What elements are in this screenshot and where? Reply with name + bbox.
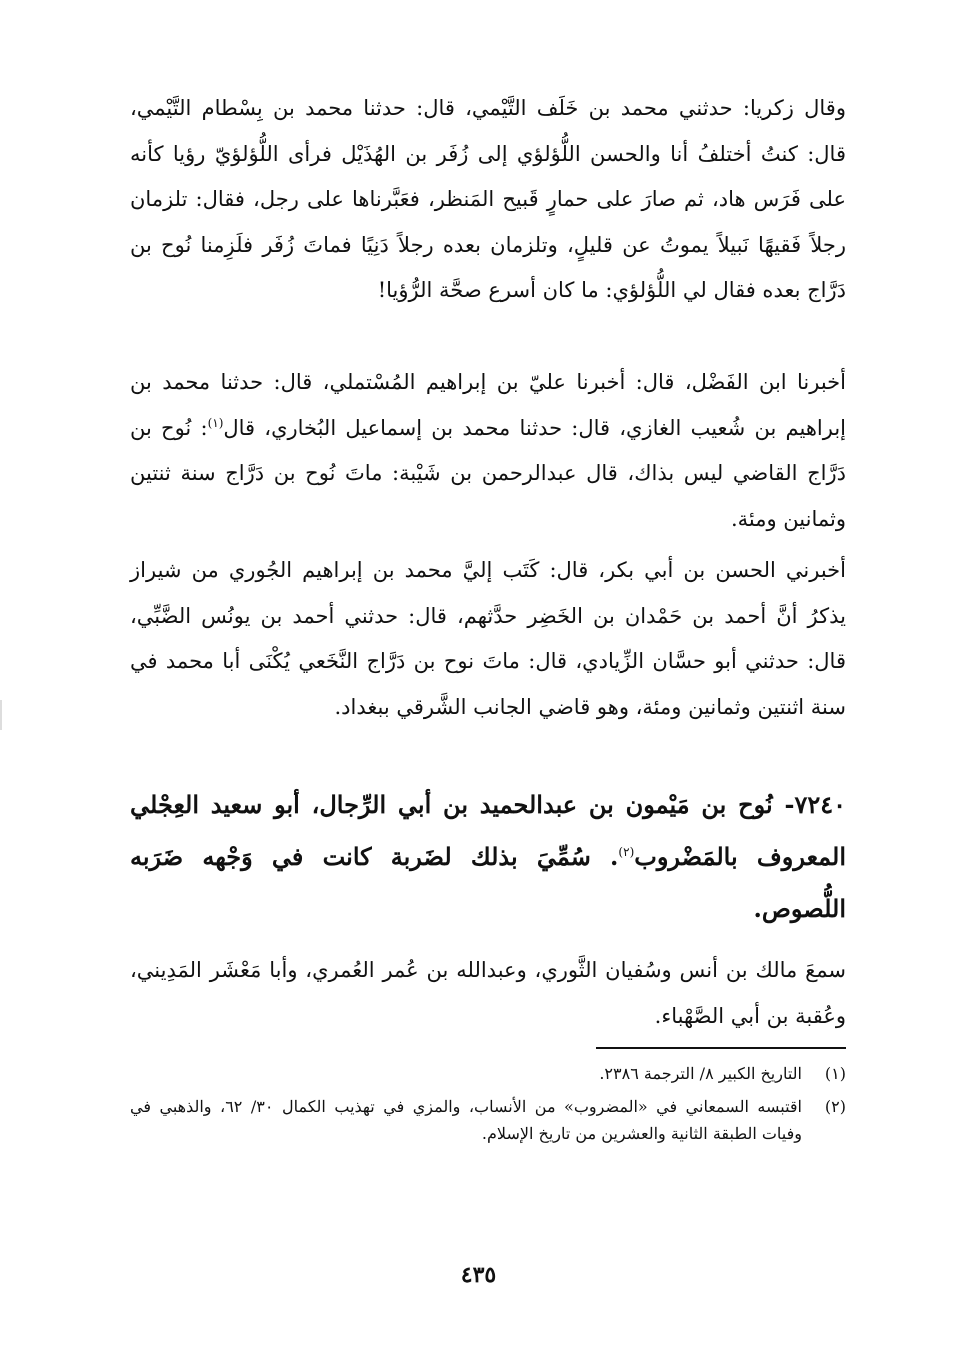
entry-title: ٧٢٤٠- نُوح بن مَيْمون بن عبدالحميد بن أبي الرِّجال، أبو سعيد العِجْلي المعروف بالمَضْروب — [130, 790, 847, 871]
paragraph-al-hasan: أخبرني الحسن بن أبي بكر، قال: كَتَب إليَّ محمد بن إبراهيم الجُوري من شيراز يذكرُ أنَّ أحمد بن حَمْدان بن الخَضِر حدَّثهم، قال: حدثني أحمد بن يونُس الضَّبِّي، قال: حدثني أبو حسَّان الزِّيادي، قال: ماتَ نوح بن دَرَّاج النَّخَعي يُكْنَى أبا محمد في سنة اثنتين وثمانين ومئة، وهو قاضي الجانب الشَّرقي ببغداد. — [130, 558, 846, 719]
footnote-2 — [130, 1093, 846, 1147]
page-number: ٤٣٥ — [460, 1262, 497, 1288]
paragraph-zakariya-dream: وقال زكريا: حدثني محمد بن خَلَف التَّيْمي، قال: حدثنا محمد بن بِسْطام التَّيْمي، قال: كنتُ أختلفُ أنا والحسن اللُّؤلؤي إلى زُفَر بن الهُذَيْل فرأى اللُّؤلؤيّ رؤيا كأنه على فَرَس هاد، ثم صارَ على حمارٍ قَبيح المَنظر، فعَبَّرناها على رجل، فقال: تلزمان رجلاً فَقيهًا نَبيلاً يموتُ عن قليلٍ، وتلزمان بعده رجلاً دَنِيًا فماتَ زُفَر فلَزِمنا نُوح بن دَرَّاج بعده فقال لي اللُّؤلؤي: ما كان أسرع صحَّة الرُّؤيا! — [130, 96, 846, 302]
biography-entry-heading — [130, 779, 846, 935]
footnote-number: (٢) — [824, 1097, 846, 1116]
paragraph-text: : نُوح بن دَرَّاج القاضي ليس بذاك، قال عبدالرحمن بن شَيْبة: ماتَ نُوح بن دَرَّاج سنة ثنتين وثمانين ومئة. — [130, 415, 847, 531]
paragraph-text: أخبرنا ابن الفَضْل، قال: أخبرنا عليّ بن إبراهيم المُسْتملي، قال: حدثنا محمد بن إبراهيم بن شُعيب الغازي، قال: حدثنا محمد بن إسماعيل البُخاري، قال — [130, 370, 846, 440]
paragraph-teachers: سمعَ مالك بن أنس وسُفيان الثَّوري، وعبدالله بن عُمر العُمري، وأبا مَعْشَر المَدِيني، وعُقبة بن أبي الصَّهْباء. — [130, 958, 846, 1028]
footnote-divider — [596, 1047, 846, 1049]
paragraph-ibn-al-fadl — [130, 360, 846, 542]
footnotes-section — [130, 1060, 846, 1153]
entry-title-rest: . سُمِّيَ بذلك لضَربة كانت في وَجْهه ضَرَبه اللُّصوص. — [130, 842, 846, 923]
footnote-text: اقتبسه السمعاني في «المضروب» من الأنساب، والمزي في تهذيب الكمال ٣٠/ ٦٢، والذهبي في وفيات الطبقة الثانية والعشرين من تاريخ الإسلام. — [130, 1097, 802, 1143]
footnote-number: (١) — [824, 1064, 846, 1083]
footnote-ref-1[interactable]: (١) — [207, 415, 224, 430]
footnote-ref-2[interactable]: (٢) — [618, 845, 635, 859]
footnote-text: التاريخ الكبير ٨/ الترجمة ٢٣٨٦. — [599, 1064, 802, 1083]
footnote-1 — [130, 1060, 846, 1087]
scan-margin-mark — [0, 700, 2, 730]
